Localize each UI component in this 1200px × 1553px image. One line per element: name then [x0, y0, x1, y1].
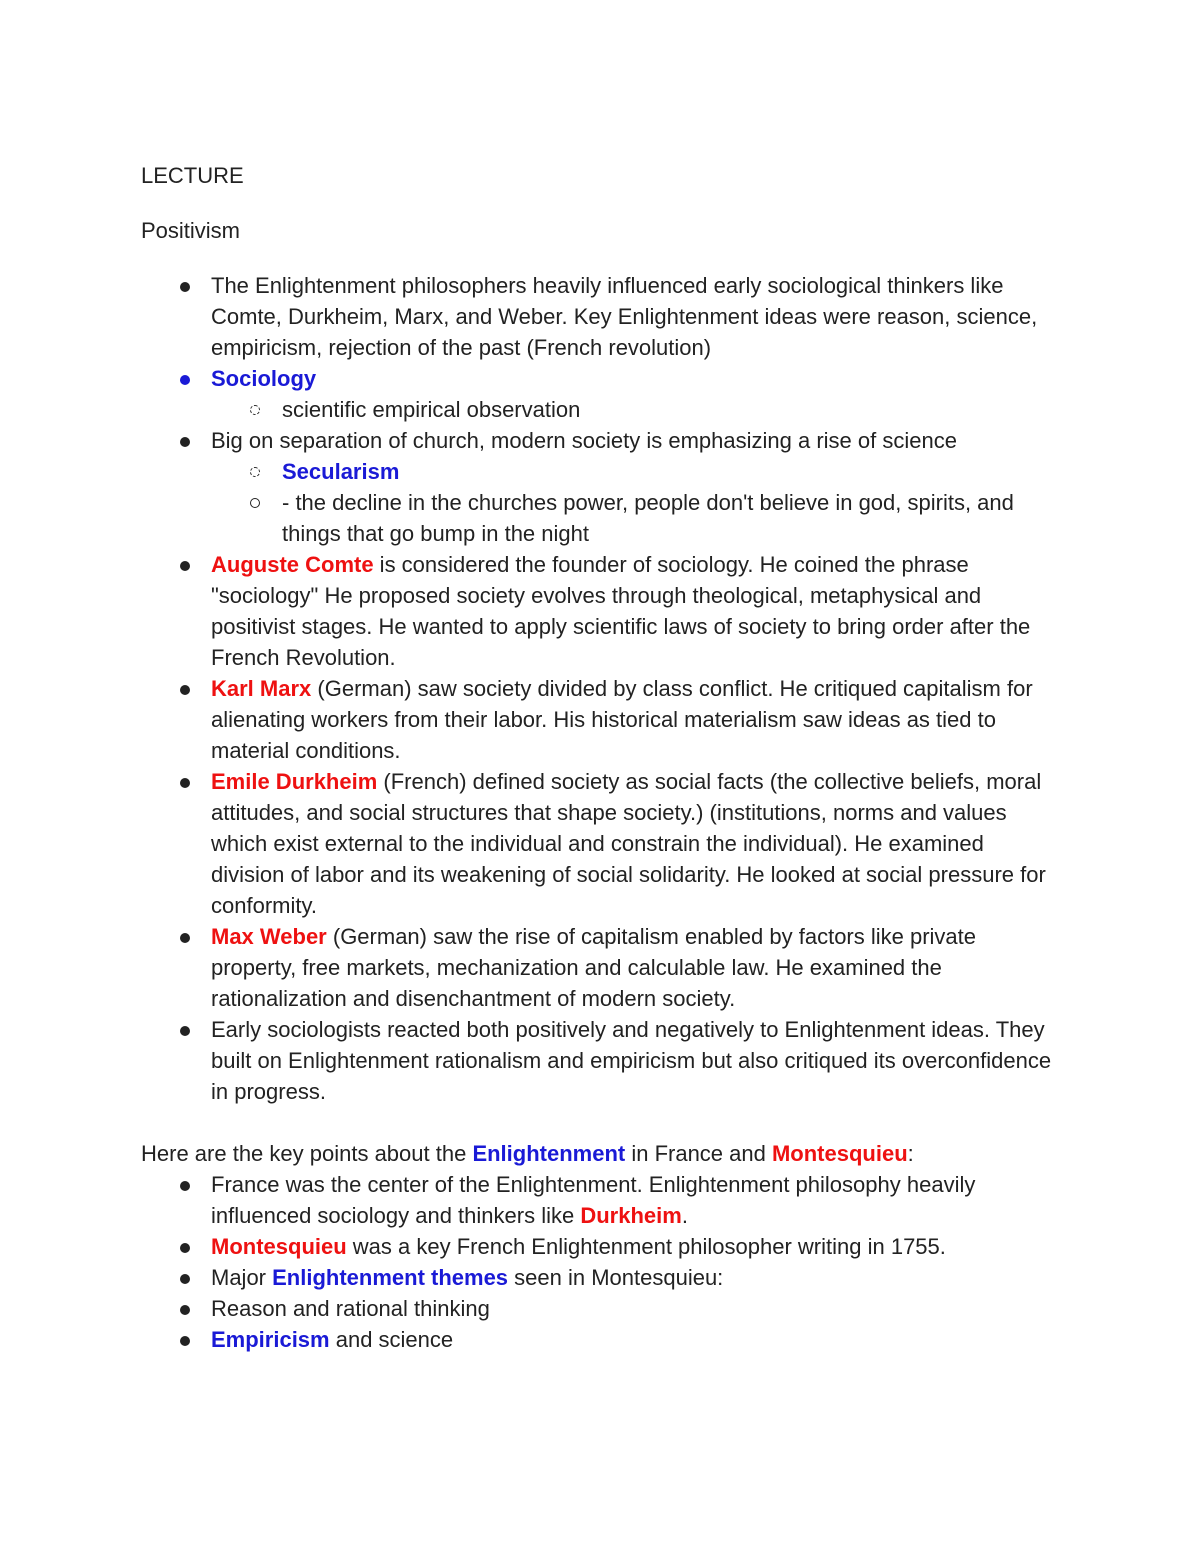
list-item [141, 425, 1061, 456]
list-item [141, 921, 1061, 1014]
list-item [141, 1262, 1061, 1293]
intro-text: in France and [625, 1141, 772, 1166]
intro-text: Here are the key points about the [141, 1141, 473, 1166]
item-text: (German) saw society divided by class conflict. He critiqued capitalism for alienating workers from their labor. His historical materialism saw ideas as tied to material conditions. [211, 676, 1033, 763]
name-montesquieu: Montesquieu [771, 1141, 908, 1166]
item-text: The Enlightenment philosophers heavily influenced early sociological thinkers like Comte, Durkheim, Marx, and Weber. Key Enlightenment ideas were reason, science, empiricism, rejection of the past (French revolution) [211, 273, 1038, 360]
item-text: (German) saw the rise of capitalism enabled by factors like private property, free markets, mechanization and calculable law. He examined the rationalization and disenchantment of modern society. [211, 924, 977, 1011]
item-text: is considered the founder of sociology. He coined the phrase "sociology" He proposed society evolves through theological, metaphysical and positivist stages. He wanted to apply scientific laws of society to bring order after the French Revolution. [211, 552, 1031, 670]
term-enlightenment-themes: Enlightenment themes [272, 1265, 509, 1290]
list-item [141, 363, 1061, 394]
list-item [141, 1293, 1061, 1324]
document-page [141, 160, 1061, 1355]
name-weber: Max Weber [211, 924, 327, 949]
name-montesquieu: Montesquieu [211, 1234, 347, 1259]
name-comte: Auguste Comte [211, 552, 374, 577]
term-secularism: Secularism [282, 459, 400, 484]
item-text: Reason and rational thinking [211, 1296, 490, 1321]
item-text: (French) defined society as social facts (the collective beliefs, moral attitudes, and social structures that shape society.) (institutions, norms and values which exist external to the individual and constrain the individual). He examined division of labor and its weakening of social solidarity. He looked at social pressure for conformity. [211, 769, 1046, 918]
item-text: France was the center of the Enlightenment. Enlightenment philosophy heavily influenced sociology and thinkers like [211, 1172, 976, 1228]
name-marx: Karl Marx [211, 676, 312, 701]
list-item [141, 1231, 1061, 1262]
item-text: . [681, 1203, 688, 1228]
item-text: scientific empirical observation [282, 397, 581, 422]
item-text: was a key French Enlightenment philosopher writing in 1755. [346, 1234, 946, 1259]
list-item [141, 673, 1061, 766]
intro-paragraph [141, 1138, 1061, 1169]
enlightenment-list [141, 1169, 1061, 1355]
sub-list-item [141, 487, 1061, 549]
list-item [141, 549, 1061, 673]
item-text: Major [211, 1265, 273, 1290]
sub-list-item [141, 394, 1061, 425]
term-sociology: Sociology [211, 366, 317, 391]
positivism-list [141, 270, 1061, 1107]
list-item [141, 1014, 1061, 1107]
item-text: Early sociologists reacted both positively and negatively to Enlightenment ideas. They built on Enlightenment rationalism and empiricism but also critiqued its overconfidence in progress. [211, 1017, 1052, 1104]
list-item [141, 270, 1061, 363]
term-empiricism: Empiricism [211, 1327, 330, 1352]
name-durkheim: Durkheim [580, 1203, 682, 1228]
term-enlightenment: Enlightenment [472, 1141, 626, 1166]
section-heading: Positivism [141, 218, 241, 243]
item-text: - the decline in the churches power, people don't believe in god, spirits, and things that go bump in the night [282, 490, 1014, 546]
name-durkheim: Emile Durkheim [211, 769, 378, 794]
item-text: and science [329, 1327, 454, 1352]
item-text: seen in Montesquieu: [508, 1265, 724, 1290]
sub-list-item [141, 456, 1061, 487]
list-item [141, 1169, 1061, 1231]
item-text: Big on separation of church, modern society is emphasizing a rise of science [211, 428, 957, 453]
spacer [141, 1107, 1061, 1138]
intro-text: : [907, 1141, 914, 1166]
doc-title: LECTURE [141, 163, 244, 188]
list-item [141, 1324, 1061, 1355]
list-item [141, 766, 1061, 921]
